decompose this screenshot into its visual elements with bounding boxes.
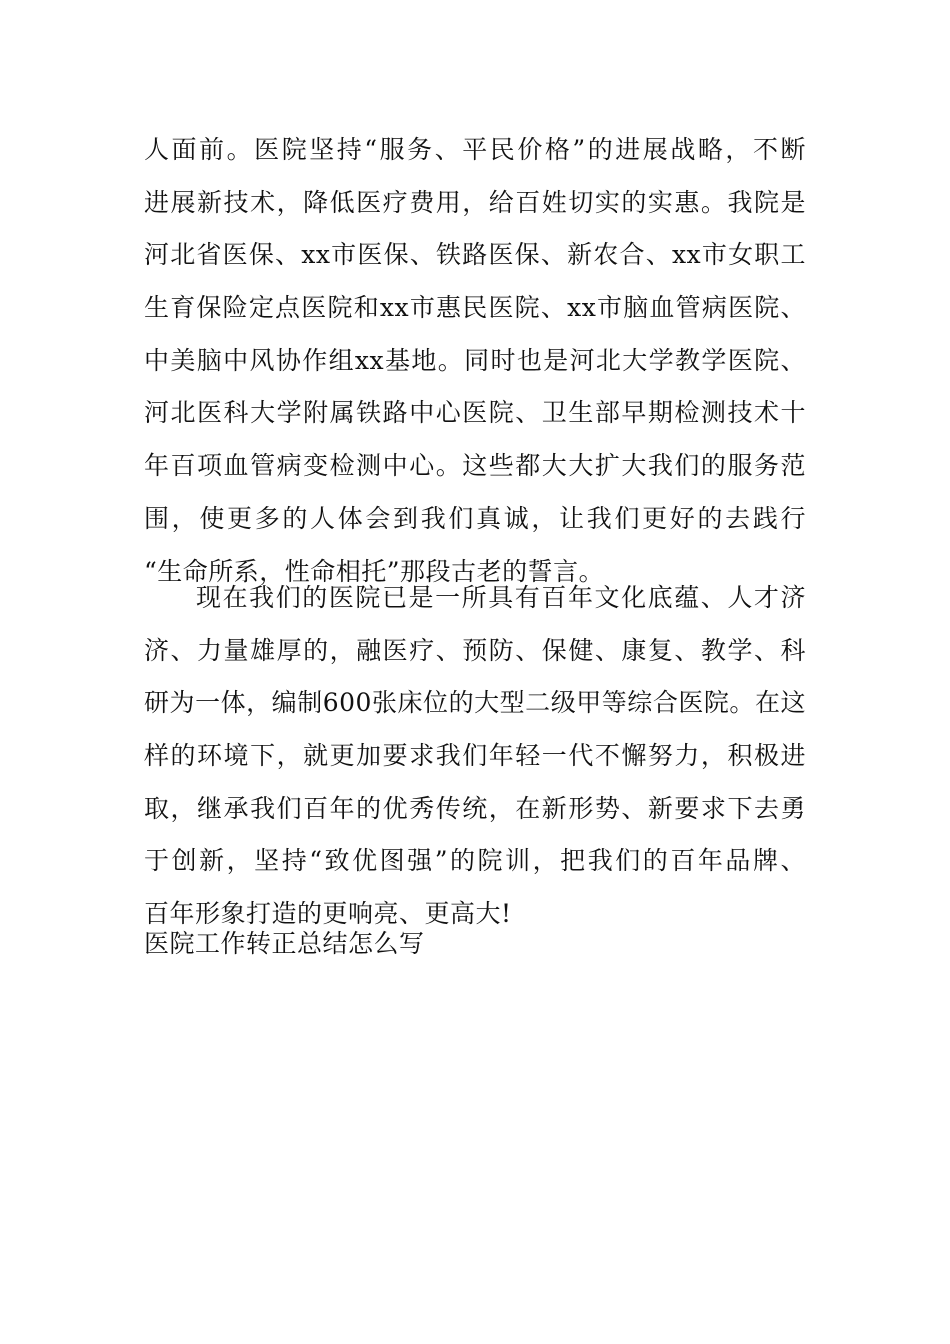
paragraph-line: 河北省医保、xx市医保、铁路医保、新农合、xx市女职工	[144, 240, 806, 270]
paragraph-line: 年百项血管病变检测中心。这些都大大扩大我们的服务范	[144, 451, 806, 481]
paragraph-hospital-service	[144, 124, 806, 598]
paragraph-line: 中美脑中风协作组xx基地。同时也是河北大学教学医院、	[144, 345, 806, 375]
paragraph-line: 人面前。医院坚持“服务、平民价格”的进展战略，不断	[144, 135, 806, 164]
paragraph-line: 济、力量雄厚的，融医疗、预防、保健、康复、教学、科	[144, 635, 806, 665]
paragraph-hospital-today	[144, 572, 806, 941]
paragraph-line: 围，使更多的人体会到我们真诚，让我们更好的去践行	[144, 503, 806, 533]
paragraph-line: 研为一体，编制600张床位的大型二级甲等综合医院。在这	[144, 688, 806, 718]
paragraph-line: “生命所系，性命相托”那段古老的誓言。	[144, 556, 605, 586]
paragraph-line: 于创新，坚持“致优图强”的院训，把我们的百年品牌、	[144, 846, 806, 876]
paragraph-line: 现在我们的医院已是一所具有百年文化底蕴、人才济	[196, 583, 806, 612]
paragraph-line: 进展新技术，降低医疗费用，给百姓切实的实惠。我院是	[144, 187, 806, 217]
paragraph-line: 样的环境下，就更加要求我们年轻一代不懈努力，积极进	[144, 741, 806, 771]
paragraph-line: 河北医科大学附属铁路中心医院、卫生部早期检测技术十	[144, 398, 806, 428]
next-section-title: 医院工作转正总结怎么写	[144, 929, 425, 958]
paragraph-line: 取，继承我们百年的优秀传统，在新形势、新要求下去勇	[144, 793, 806, 823]
paragraph-line: 百年形象打造的更响亮、更高大!	[144, 899, 512, 929]
paragraph-line: 生育保险定点医院和xx市惠民医院、xx市脑血管病医院、	[144, 293, 806, 323]
